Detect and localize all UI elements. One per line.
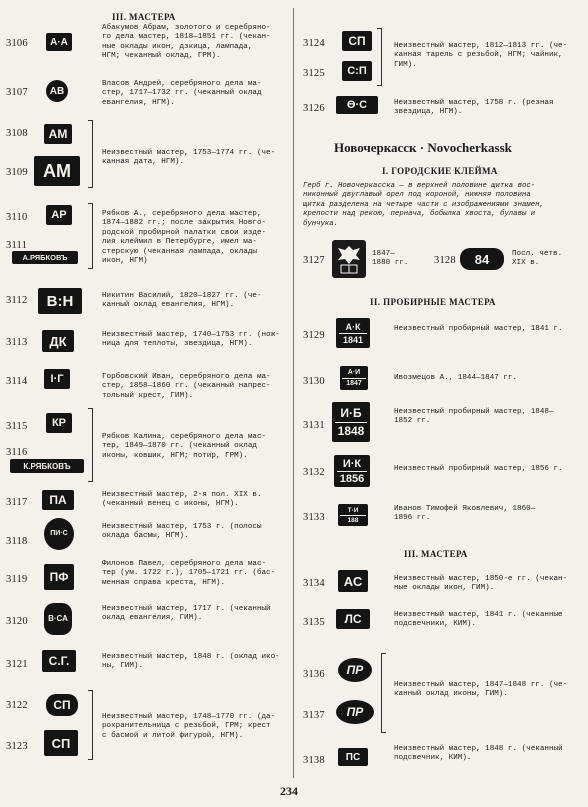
hallmark-stamp: I·Г (44, 369, 70, 389)
group-bracket (88, 690, 93, 760)
hallmark-stamp: ПР (338, 658, 372, 682)
entry-number: 3107 (6, 87, 28, 98)
entry-number: 3136 (303, 669, 325, 680)
entry-text: Неизвестный пробирный мастер, 1856 г. (394, 465, 563, 473)
hallmark-year: 1841 (339, 333, 367, 346)
hallmark-year: 188 (340, 515, 366, 525)
hallmark-initials: Т·И (347, 506, 359, 514)
entry-text: Неизвестный мастер, 1740—1753 гг. (нож- ница для теплоты, звездица, НГМ). (102, 331, 280, 349)
entry-number: 3118 (6, 536, 28, 547)
entry-number: 3106 (6, 38, 28, 49)
entry-number: 3115 (6, 421, 28, 432)
hallmark-initials: И·К (342, 457, 362, 470)
hallmark-stamp: ЛС (336, 609, 370, 629)
hallmark-year: 1848 (335, 422, 367, 440)
hallmark-initials: А·И (347, 368, 361, 376)
entry-text: Ивозмецов А., 1844—1847 гг. (394, 374, 518, 382)
entry-number: 3137 (303, 710, 325, 721)
entry-text: Филонов Павел, серебряного дела мас- тер (ум. 1722 г.), 1705—1721 гг. (бас- менная справа креста, НГМ). (102, 560, 276, 587)
hallmark-stamp: 84 (460, 248, 504, 270)
double-eagle-icon (332, 240, 366, 278)
hallmark-stamp (336, 318, 370, 348)
hallmark-stamp: ПИ·С (44, 518, 74, 550)
entry-text: Неизвестный пробирный мастер, 1841 г. (394, 325, 563, 333)
city-title: Новочеркасск · Novocherkassk (334, 140, 512, 155)
entry-number: 3129 (303, 330, 325, 341)
entry-text: Неизвестный мастер, 1850-е гг. (чекан- ные оклады икон, ГИМ). (394, 575, 568, 593)
hallmark-stamp: АМ (34, 156, 80, 186)
entry-text: Неизвестный мастер, 1753—1774 гг. (че- канная дата, НГМ). (102, 149, 276, 167)
coat-of-arms-description: Герб г. Новочеркасска — в верхней половине щитка вос- никонный двуглавый орел под короной, нижняя половина щитка разделена на четыре части с изображениями знамен, крепости над рекою, пернача, бобылка хвоста, булавы и бунчука. (303, 182, 544, 228)
group-bracket (88, 408, 93, 482)
hallmark-stamp: ПФ (44, 564, 74, 590)
year-range: Посл. четв. XIX в. (512, 250, 563, 268)
group-bracket (88, 120, 93, 188)
entry-number: 3134 (303, 578, 325, 589)
section-heading-city-marks: I. ГОРОДСКИЕ КЛЕЙМА (382, 166, 498, 176)
hallmark-stamp (338, 504, 368, 526)
hallmark-initials: А·К (345, 321, 361, 332)
entry-number: 3131 (303, 420, 325, 431)
hallmark-stamp: К.РЯБКОВЪ (10, 459, 84, 473)
section-heading-masters: III. МАСТЕРА (112, 12, 176, 22)
page-number: 234 (280, 784, 298, 798)
entry-number: 3130 (303, 376, 325, 387)
group-bracket (88, 203, 93, 269)
entry-text: Неизвестный мастер, 2-я пол. XIX в. (чеканный венец с иконы, НГМ). (102, 491, 262, 509)
entry-number: 3138 (303, 755, 325, 766)
entry-number: 3112 (6, 295, 28, 306)
hallmark-initials: И·Б (340, 405, 362, 420)
entry-number: 3121 (6, 659, 28, 670)
hallmark-stamp: АС (338, 570, 368, 592)
hallmark-stamp: А.РЯБКОВЪ (12, 251, 78, 264)
entry-text: Горбовский Иван, серебряного дела ма- стер, 1858—1860 гг. (чеканный напрес- тольный крест, ГИМ). (102, 373, 271, 400)
entry-text: Неизвестный мастер, 1753 г. (полосы оклада басмы, НГМ). (102, 523, 262, 541)
group-bracket (381, 653, 386, 733)
entry-text: Неизвестный мастер, 1848 г. (чеканный подсвечник, КИМ). (394, 745, 563, 763)
hallmark-stamp: ПР (336, 700, 374, 724)
entry-number: 3128 (434, 255, 456, 266)
entry-number: 3132 (303, 467, 325, 478)
entry-text: Никитин Василий, 1820—1827 гг. (че- канный оклад евангелия, НГМ). (102, 292, 262, 310)
hallmark-stamp: Ө·С (336, 96, 378, 114)
hallmark-stamp: В·СА (44, 603, 72, 635)
hallmark-stamp: СП (342, 31, 372, 51)
year-range: 1847— 1880 гг. (372, 250, 409, 268)
coat-of-arms-stamp (332, 240, 366, 278)
entry-text: Власов Андрей, серебряного дела ма- стер, 1717—1732 гг. (чеканный оклад евангелия, НГМ). (102, 80, 262, 107)
entry-text: Неизвестный мастер, 1758 г. (резная звездица, НГМ). (394, 99, 554, 117)
hallmark-stamp: ДК (42, 330, 74, 352)
hallmark-stamp: КР (46, 413, 72, 433)
entry-number: 3122 (6, 700, 28, 711)
hallmark-stamp: СП (44, 730, 78, 756)
hallmark-stamp: С:П (342, 61, 372, 81)
hallmark-stamp: АВ (46, 80, 68, 102)
entry-text: Неизвестный мастер, 1717 г. (чеканный оклад евангелия, ГИМ). (102, 605, 271, 623)
hallmark-stamp: СП (46, 694, 78, 716)
entry-number: 3109 (6, 167, 28, 178)
entry-text: Неизвестный мастер, 1847—1848 гг. (че- канный оклад иконы, ГИМ). (394, 681, 568, 699)
column-divider (293, 8, 294, 778)
hallmark-stamp: ПА (42, 490, 74, 510)
entry-number: 3124 (303, 38, 325, 49)
hallmark-year: 1856 (337, 471, 367, 486)
entry-number: 3111 (6, 240, 28, 251)
hallmark-stamp: С.Г. (42, 650, 76, 672)
entry-number: 3116 (6, 447, 28, 458)
hallmark-stamp (340, 366, 368, 390)
entry-number: 3110 (6, 212, 28, 223)
entry-text: Неизвестный мастер, 1748—1770 гг. (да- рохранительница с резьбой, ГРМ; крест с басмой и литой фигурой, НГМ). (102, 713, 276, 740)
entry-number: 3127 (303, 255, 325, 266)
entry-number: 3117 (6, 497, 28, 508)
entry-number: 3119 (6, 574, 28, 585)
entry-number: 3125 (303, 68, 325, 79)
group-bracket (377, 28, 382, 86)
entry-number: 3113 (6, 337, 28, 348)
entry-text: Иванов Тимофей Яковлевич, 1860— 1896 гг. (394, 505, 536, 523)
entry-text: Неизвестный мастер, 1841 г. (чеканные подсвечники, КИМ). (394, 611, 563, 629)
entry-number: 3135 (303, 617, 325, 628)
entry-text: Рябков А., серебряного дела мастер, 1874—1882 гг.; после закрытия Новго- родской пробирной палатки свои изде- лия клеймил в Петербурге, имел ма- стерскую (чеканная лампада, оклады икон, НГМ) (102, 210, 267, 266)
entry-number: 3126 (303, 103, 325, 114)
hallmark-stamp: В:Н (38, 288, 82, 314)
section-heading-masters-right: III. МАСТЕРА (404, 549, 468, 559)
hallmark-stamp: АМ (44, 124, 72, 144)
entry-number: 3108 (6, 128, 28, 139)
hallmark-year: 1847 (342, 378, 366, 389)
entry-number: 3123 (6, 741, 28, 752)
hallmark-stamp: ПС (338, 748, 368, 766)
entry-text: Неизвестный мастер, 1848 г. (оклад ико- ны, ГИМ). (102, 653, 280, 671)
entry-text: Неизвестный пробирный мастер, 1848— 1852 гг. (394, 408, 554, 426)
hallmark-stamp: А·А (46, 33, 72, 51)
entry-text: Неизвестный мастер, 1812—1813 гг. (че- канная тарель с резьбой, НГМ; чайник, ГИМ). (394, 42, 568, 69)
entry-text: Абакумов Абрам, золотого и серебряно- го дела мастер, 1818—1851 гг. (чекан- ные оклады икон, дзкица, лампада, НГМ; чеканный оклад, ГРМ). (102, 24, 271, 61)
entry-number: 3133 (303, 512, 325, 523)
hallmark-stamp (332, 402, 370, 442)
entry-number: 3114 (6, 376, 28, 387)
section-heading-assay-masters: II. ПРОБИРНЫЕ МАСТЕРА (370, 297, 496, 307)
hallmark-stamp: АР (46, 205, 72, 225)
hallmark-stamp (334, 455, 370, 487)
entry-text: Рябков Калина, серебряного дела мас- тер, 1849—1870 гг. (чеканный оклад иконы, ковшик, НГМ; потир, ГРМ). (102, 433, 267, 460)
entry-number: 3120 (6, 616, 28, 627)
